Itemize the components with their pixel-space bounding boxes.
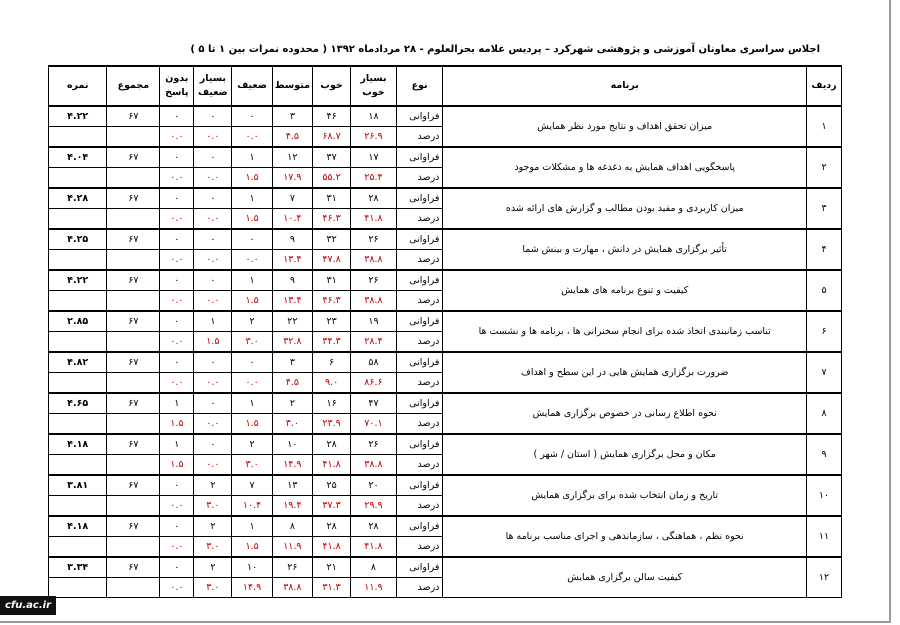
- frequency-value: ۰: [160, 475, 194, 496]
- frequency-value: ۰: [160, 229, 194, 250]
- header-score: نمره: [49, 66, 107, 106]
- table-row-frequency: [49, 516, 842, 537]
- score-value: ۲.۸۵: [49, 311, 107, 332]
- frequency-value: ۵۸: [351, 352, 397, 373]
- frequency-value: ۱۰: [272, 434, 312, 455]
- total-empty-cell: [107, 291, 160, 312]
- percent-value: ۱۱.۹: [351, 578, 397, 598]
- score-empty-cell: [49, 291, 107, 312]
- program-title: تاریخ و زمان انتخاب شده برای برگزاری همایش: [443, 475, 807, 516]
- percent-value: ۱۰.۴: [272, 209, 312, 230]
- score-value: ۴.۲۵: [49, 229, 107, 250]
- frequency-value: ۲: [232, 311, 272, 332]
- score-value: ۴.۱۸: [49, 434, 107, 455]
- table-row-frequency: [49, 434, 842, 455]
- frequency-value: ۱۹: [351, 311, 397, 332]
- percent-value: ۰.۰: [160, 332, 194, 353]
- total-value: ۶۷: [107, 106, 160, 127]
- type-label-percent: درصد: [396, 578, 443, 598]
- percent-value: ۳۱.۳: [313, 578, 351, 598]
- table-row-frequency: [49, 393, 842, 414]
- percent-value: ۱.۵: [232, 537, 272, 558]
- type-label-percent: درصد: [396, 373, 443, 394]
- frequency-value: ۱: [160, 393, 194, 414]
- frequency-value: ۹: [272, 270, 312, 291]
- percent-value: ۱۳.۴: [272, 250, 312, 271]
- program-title: تناسب زمانبندی اتخاذ شده برای انجام سخنرانی ها ، برنامه ها و نشست ها: [443, 311, 807, 352]
- percent-value: ۰.۰: [194, 209, 232, 230]
- total-empty-cell: [107, 537, 160, 558]
- frequency-value: ۱۳: [272, 475, 312, 496]
- frequency-value: ۰: [160, 106, 194, 127]
- score-value: ۴.۱۸: [49, 516, 107, 537]
- score-empty-cell: [49, 455, 107, 476]
- table-row-frequency: [49, 188, 842, 209]
- percent-value: ۴۱.۸: [313, 455, 351, 476]
- percent-value: ۰.۰: [160, 127, 194, 148]
- score-value: ۴.۸۲: [49, 352, 107, 373]
- percent-value: ۰.۰: [232, 250, 272, 271]
- header-very-weak: بسیار ضعیف: [194, 66, 232, 106]
- type-label-percent: درصد: [396, 414, 443, 435]
- frequency-value: ۲۲: [272, 311, 312, 332]
- frequency-value: ۱۰: [232, 557, 272, 578]
- total-value: ۶۷: [107, 516, 160, 537]
- frequency-value: ۳: [272, 106, 312, 127]
- row-number: ۸: [807, 393, 842, 434]
- frequency-value: ۹: [272, 229, 312, 250]
- score-empty-cell: [49, 168, 107, 189]
- score-empty-cell: [49, 127, 107, 148]
- score-empty-cell: [49, 496, 107, 517]
- frequency-value: ۲۰: [351, 475, 397, 496]
- type-label-percent: درصد: [396, 127, 443, 148]
- percent-value: ۰.۰: [160, 291, 194, 312]
- frequency-value: ۲۸: [351, 516, 397, 537]
- total-value: ۶۷: [107, 147, 160, 168]
- frequency-value: ۲: [194, 516, 232, 537]
- percent-value: ۴۶.۳: [313, 209, 351, 230]
- percent-value: ۰.۰: [194, 250, 232, 271]
- score-value: ۴.۰۴: [49, 147, 107, 168]
- frequency-value: ۱: [232, 393, 272, 414]
- percent-value: ۲۸.۴: [351, 332, 397, 353]
- frequency-value: ۱: [232, 270, 272, 291]
- row-number: ۱۱: [807, 516, 842, 557]
- percent-value: ۱.۵: [232, 414, 272, 435]
- percent-value: ۰.۰: [160, 209, 194, 230]
- row-number: ۹: [807, 434, 842, 475]
- frequency-value: ۰: [160, 270, 194, 291]
- row-number: ۴: [807, 229, 842, 270]
- header-total: مجموع: [107, 66, 160, 106]
- total-value: ۶۷: [107, 557, 160, 578]
- score-value: ۴.۲۲: [49, 270, 107, 291]
- table-header-row: [49, 66, 842, 106]
- frequency-value: ۷: [232, 475, 272, 496]
- percent-value: ۶۸.۷: [313, 127, 351, 148]
- program-title: کیفیت و تنوع برنامه های همایش: [443, 270, 807, 311]
- header-weak: ضعیف: [232, 66, 272, 106]
- frequency-value: ۰: [194, 229, 232, 250]
- percent-value: ۲۹.۹: [351, 496, 397, 517]
- percent-value: ۴.۵: [272, 373, 312, 394]
- row-number: ۲: [807, 147, 842, 188]
- percent-value: ۵۵.۲: [313, 168, 351, 189]
- header-program: برنامه: [443, 66, 807, 106]
- percent-value: ۴.۵: [272, 127, 312, 148]
- row-number: ۱: [807, 106, 842, 147]
- frequency-value: ۰: [194, 106, 232, 127]
- percent-value: ۰.۰: [160, 578, 194, 598]
- frequency-value: ۸: [351, 557, 397, 578]
- site-logo-text: cfu.ac.ir: [4, 600, 52, 611]
- total-value: ۶۷: [107, 434, 160, 455]
- percent-value: ۰.۰: [194, 127, 232, 148]
- percent-value: ۴۱.۸: [313, 537, 351, 558]
- frequency-value: ۱: [160, 434, 194, 455]
- row-number: ۵: [807, 270, 842, 311]
- total-empty-cell: [107, 250, 160, 271]
- frequency-value: ۶: [313, 352, 351, 373]
- percent-value: ۱.۵: [232, 168, 272, 189]
- percent-value: ۳۷.۳: [313, 496, 351, 517]
- percent-value: ۳.۰: [272, 414, 312, 435]
- percent-value: ۱.۵: [160, 414, 194, 435]
- header-average: متوسط: [272, 66, 312, 106]
- table-row-frequency: [49, 352, 842, 373]
- table-row-frequency: [49, 270, 842, 291]
- percent-value: ۳۲.۸: [272, 332, 312, 353]
- total-value: ۶۷: [107, 229, 160, 250]
- percent-value: ۱.۵: [232, 209, 272, 230]
- program-title: نحوه نظم ، هماهنگی ، سازماندهی و اجرای مناسب برنامه ها: [443, 516, 807, 557]
- frequency-value: ۰: [160, 311, 194, 332]
- frequency-value: ۲۶: [351, 270, 397, 291]
- type-label-percent: درصد: [396, 455, 443, 476]
- program-title: میزان تحقق اهداف و نتایج مورد نظر همایش: [443, 106, 807, 147]
- total-empty-cell: [107, 373, 160, 394]
- frequency-value: ۲۶: [351, 434, 397, 455]
- frequency-value: ۳: [272, 352, 312, 373]
- percent-value: ۳۸.۸: [272, 578, 312, 598]
- percent-value: ۰.۰: [194, 168, 232, 189]
- header-no-answer: بدون پاسخ: [160, 66, 194, 106]
- frequency-value: ۰: [232, 106, 272, 127]
- table-row-frequency: [49, 106, 842, 127]
- frequency-value: ۰: [194, 270, 232, 291]
- type-label-frequency: فراوانی: [396, 352, 443, 373]
- table-row-frequency: [49, 475, 842, 496]
- frequency-value: ۲۱: [313, 557, 351, 578]
- frequency-value: ۰: [160, 557, 194, 578]
- frequency-value: ۲: [194, 475, 232, 496]
- score-empty-cell: [49, 209, 107, 230]
- percent-value: ۳۸.۸: [351, 250, 397, 271]
- frequency-value: ۲۸: [351, 188, 397, 209]
- type-label-frequency: فراوانی: [396, 270, 443, 291]
- type-label-frequency: فراوانی: [396, 229, 443, 250]
- type-label-percent: درصد: [396, 168, 443, 189]
- frequency-value: ۳۲: [313, 229, 351, 250]
- percent-value: ۰.۰: [194, 414, 232, 435]
- type-label-percent: درصد: [396, 332, 443, 353]
- frequency-value: ۲۸: [313, 516, 351, 537]
- score-value: ۴.۲۸: [49, 188, 107, 209]
- percent-value: ۱.۵: [232, 291, 272, 312]
- type-label-frequency: فراوانی: [396, 475, 443, 496]
- percent-value: ۹.۰: [313, 373, 351, 394]
- percent-value: ۱۳.۴: [272, 291, 312, 312]
- percent-value: ۱۷.۹: [272, 168, 312, 189]
- percent-value: ۰.۰: [194, 455, 232, 476]
- percent-value: ۲۳.۹: [313, 414, 351, 435]
- total-value: ۶۷: [107, 188, 160, 209]
- percent-value: ۳۸.۸: [351, 455, 397, 476]
- header-type: نوع: [396, 66, 443, 106]
- frequency-value: ۸: [272, 516, 312, 537]
- percent-value: ۰.۰: [160, 537, 194, 558]
- frequency-value: ۳۱: [313, 188, 351, 209]
- total-value: ۶۷: [107, 393, 160, 414]
- percent-value: ۳.۰: [194, 578, 232, 598]
- score-empty-cell: [49, 578, 107, 598]
- row-number: ۶: [807, 311, 842, 352]
- frequency-value: ۲: [232, 434, 272, 455]
- frequency-value: ۰: [232, 352, 272, 373]
- frequency-value: ۰: [194, 434, 232, 455]
- frequency-value: ۲: [194, 557, 232, 578]
- total-empty-cell: [107, 209, 160, 230]
- frequency-value: ۱۸: [351, 106, 397, 127]
- table-row-frequency: [49, 557, 842, 578]
- frequency-value: ۰: [194, 188, 232, 209]
- document-title: اجلاس سراسری معاونان آموزشی و پژوهشی شهرکرد – پردیس علامه بحرالعلوم - ۲۸ مردادماه ۱۳۹۲ ( محدوده نمرات بین ۱ تا ۵ ): [190, 44, 820, 55]
- percent-value: ۳.۰: [194, 496, 232, 517]
- frequency-value: ۱۷: [351, 147, 397, 168]
- percent-value: ۰.۰: [160, 373, 194, 394]
- type-label-frequency: فراوانی: [396, 147, 443, 168]
- row-number: ۱۲: [807, 557, 842, 598]
- frequency-value: ۲۸: [313, 434, 351, 455]
- header-good: خوب: [313, 66, 351, 106]
- percent-value: ۰.۰: [160, 250, 194, 271]
- table-row-frequency: [49, 229, 842, 250]
- percent-value: ۴۷.۸: [313, 250, 351, 271]
- frequency-value: ۴۶: [313, 106, 351, 127]
- program-title: میزان کاربردی و مفید بودن مطالب و گزارش های ارائه شده: [443, 188, 807, 229]
- program-title: کیفیت سالن برگزاری همایش: [443, 557, 807, 598]
- total-value: ۶۷: [107, 352, 160, 373]
- percent-value: ۲۵.۴: [351, 168, 397, 189]
- percent-value: ۸۶.۶: [351, 373, 397, 394]
- frequency-value: ۱: [194, 311, 232, 332]
- frequency-value: ۴۷: [351, 393, 397, 414]
- percent-value: ۳.۰: [194, 537, 232, 558]
- type-label-frequency: فراوانی: [396, 188, 443, 209]
- evaluation-table: [48, 65, 842, 598]
- total-empty-cell: [107, 414, 160, 435]
- frequency-value: ۲: [272, 393, 312, 414]
- header-very-good: بسیار خوب: [351, 66, 397, 106]
- frequency-value: ۰: [194, 393, 232, 414]
- type-label-frequency: فراوانی: [396, 434, 443, 455]
- percent-value: ۳.۰: [232, 332, 272, 353]
- total-empty-cell: [107, 455, 160, 476]
- row-number: ۷: [807, 352, 842, 393]
- percent-value: ۰.۰: [160, 168, 194, 189]
- score-value: ۴.۶۵: [49, 393, 107, 414]
- percent-value: ۰.۰: [160, 496, 194, 517]
- score-empty-cell: [49, 332, 107, 353]
- total-value: ۶۷: [107, 270, 160, 291]
- type-label-percent: درصد: [396, 291, 443, 312]
- frequency-value: ۷: [272, 188, 312, 209]
- frequency-value: ۱: [232, 188, 272, 209]
- percent-value: ۱.۵: [160, 455, 194, 476]
- frequency-value: ۰: [232, 229, 272, 250]
- table-row-frequency: [49, 147, 842, 168]
- frequency-value: ۰: [160, 516, 194, 537]
- frequency-value: ۰: [194, 352, 232, 373]
- table-row-frequency: [49, 311, 842, 332]
- total-empty-cell: [107, 332, 160, 353]
- score-empty-cell: [49, 414, 107, 435]
- type-label-percent: درصد: [396, 250, 443, 271]
- header-radif: ردیف: [807, 66, 842, 106]
- type-label-frequency: فراوانی: [396, 557, 443, 578]
- frequency-value: ۲۳: [313, 311, 351, 332]
- score-value: ۳.۸۱: [49, 475, 107, 496]
- table-body: [49, 106, 842, 598]
- type-label-percent: درصد: [396, 537, 443, 558]
- score-empty-cell: [49, 373, 107, 394]
- percent-value: ۰.۰: [232, 373, 272, 394]
- total-empty-cell: [107, 578, 160, 598]
- frequency-value: ۲۵: [313, 475, 351, 496]
- percent-value: ۷۰.۱: [351, 414, 397, 435]
- row-number: ۱۰: [807, 475, 842, 516]
- percent-value: ۱۴.۹: [232, 578, 272, 598]
- frequency-value: ۳۷: [313, 147, 351, 168]
- score-value: ۴.۲۲: [49, 106, 107, 127]
- score-value: ۳.۳۴: [49, 557, 107, 578]
- score-empty-cell: [49, 250, 107, 271]
- total-empty-cell: [107, 168, 160, 189]
- frequency-value: ۰: [160, 188, 194, 209]
- percent-value: ۱۹.۴: [272, 496, 312, 517]
- frequency-value: ۰: [194, 147, 232, 168]
- score-empty-cell: [49, 537, 107, 558]
- percent-value: ۱.۵: [194, 332, 232, 353]
- total-value: ۶۷: [107, 475, 160, 496]
- frequency-value: ۱: [232, 147, 272, 168]
- percent-value: ۳۸.۸: [351, 291, 397, 312]
- total-value: ۶۷: [107, 311, 160, 332]
- total-empty-cell: [107, 496, 160, 517]
- program-title: نحوه اطلاع رسانی در خصوص برگزاری همایش: [443, 393, 807, 434]
- program-title: تأثیر برگزاری همایش در دانش ، مهارت و بینش شما: [443, 229, 807, 270]
- type-label-frequency: فراوانی: [396, 393, 443, 414]
- frequency-value: ۰: [160, 147, 194, 168]
- percent-value: ۴۱.۸: [351, 209, 397, 230]
- percent-value: ۴۱.۸: [351, 537, 397, 558]
- frequency-value: ۲۶: [272, 557, 312, 578]
- percent-value: ۱۱.۹: [272, 537, 312, 558]
- program-title: مکان و محل برگزاری همایش ( استان / شهر ): [443, 434, 807, 475]
- percent-value: ۲۶.۹: [351, 127, 397, 148]
- frequency-value: ۱۲: [272, 147, 312, 168]
- percent-value: ۱۴.۹: [272, 455, 312, 476]
- frequency-value: ۱: [232, 516, 272, 537]
- total-empty-cell: [107, 127, 160, 148]
- site-logo: [0, 596, 56, 615]
- frequency-value: ۲۶: [351, 229, 397, 250]
- type-label-percent: درصد: [396, 209, 443, 230]
- type-label-frequency: فراوانی: [396, 311, 443, 332]
- frequency-value: ۳۱: [313, 270, 351, 291]
- percent-value: ۰.۰: [232, 127, 272, 148]
- type-label-frequency: فراوانی: [396, 516, 443, 537]
- type-label-percent: درصد: [396, 496, 443, 517]
- percent-value: ۳۴.۳: [313, 332, 351, 353]
- type-label-frequency: فراوانی: [396, 106, 443, 127]
- percent-value: ۰.۰: [194, 291, 232, 312]
- percent-value: ۳.۰: [232, 455, 272, 476]
- percent-value: ۱۰.۴: [232, 496, 272, 517]
- percent-value: ۰.۰: [194, 373, 232, 394]
- program-title: پاسخگویی اهداف همایش به دغدغه ها و مشکلات موجود: [443, 147, 807, 188]
- frequency-value: ۰: [160, 352, 194, 373]
- program-title: ضرورت برگزاری همایش هایی در این سطح و اهداف: [443, 352, 807, 393]
- percent-value: ۴۶.۳: [313, 291, 351, 312]
- frequency-value: ۱۶: [313, 393, 351, 414]
- row-number: ۳: [807, 188, 842, 229]
